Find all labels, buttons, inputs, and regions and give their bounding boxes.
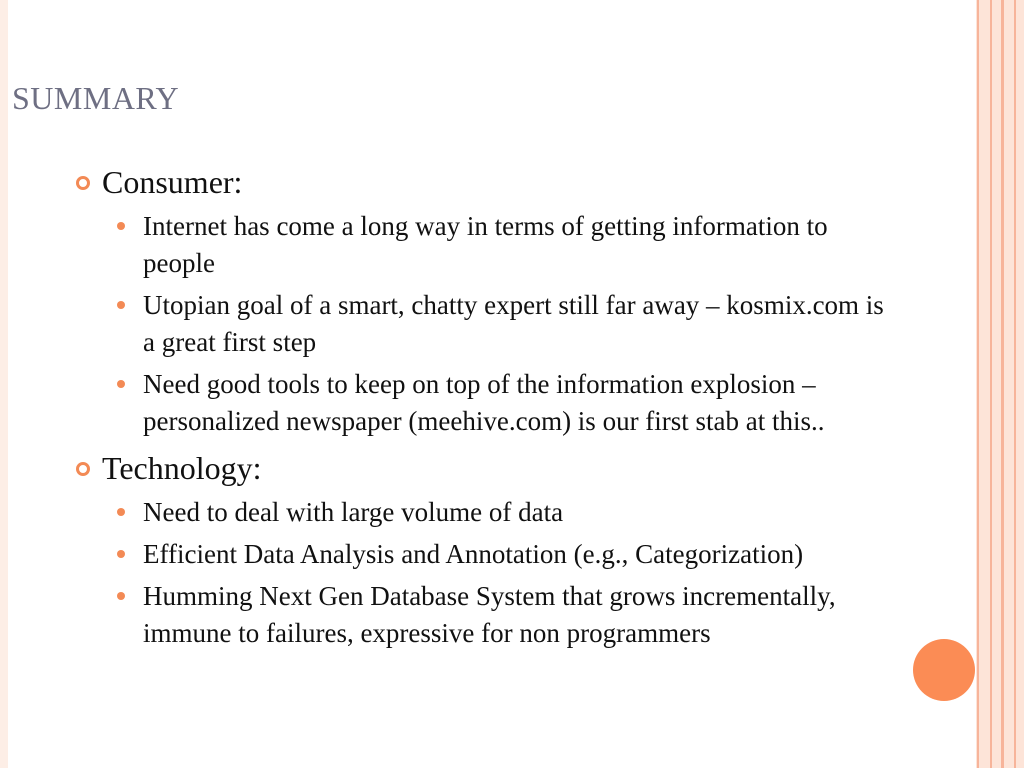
list-item-text: Need good tools to keep on top of the information explosion – personalized newspaper (meehive.com) is our first stab at this.. bbox=[143, 369, 825, 436]
slide-content bbox=[72, 163, 902, 661]
bullet-list bbox=[72, 494, 902, 652]
dot-bullet-icon bbox=[117, 380, 125, 388]
dot-bullet-icon bbox=[117, 301, 125, 309]
list-item-text: Internet has come a long way in terms of getting information to people bbox=[143, 211, 828, 278]
slide-title: SUMMARY bbox=[12, 80, 180, 116]
right-stripe bbox=[1001, 0, 1004, 768]
right-stripe bbox=[977, 0, 979, 768]
right-stripe bbox=[990, 0, 992, 768]
right-decoration bbox=[976, 0, 1024, 768]
section-heading bbox=[72, 163, 902, 201]
list-item bbox=[72, 494, 902, 531]
list-item-text: Utopian goal of a smart, chatty expert still far away – kosmix.com is a great first step bbox=[143, 290, 884, 357]
left-border-strip bbox=[0, 0, 8, 768]
ring-bullet-icon bbox=[76, 176, 90, 190]
dot-bullet-icon bbox=[117, 592, 125, 600]
section-heading-label: Technology: bbox=[102, 450, 262, 486]
orange-circle-icon bbox=[913, 639, 975, 701]
list-item-text: Humming Next Gen Database System that grows incrementally, immune to failures, expressive for non programmers bbox=[143, 581, 836, 648]
dot-bullet-icon bbox=[117, 550, 125, 558]
section-heading-label: Consumer: bbox=[102, 164, 243, 200]
section-consumer bbox=[72, 163, 902, 440]
list-item bbox=[72, 366, 902, 440]
list-item bbox=[72, 536, 902, 573]
dot-bullet-icon bbox=[117, 508, 125, 516]
dot-bullet-icon bbox=[117, 222, 125, 230]
list-item bbox=[72, 208, 902, 282]
ring-bullet-icon bbox=[76, 462, 90, 476]
bullet-list bbox=[72, 208, 902, 440]
right-stripe bbox=[1014, 0, 1016, 768]
list-item bbox=[72, 578, 902, 652]
list-item-text: Need to deal with large volume of data bbox=[143, 497, 564, 527]
section-technology bbox=[72, 449, 902, 652]
list-item-text: Efficient Data Analysis and Annotation (e.g., Categorization) bbox=[143, 539, 804, 569]
section-heading bbox=[72, 449, 902, 487]
list-item bbox=[72, 287, 902, 361]
